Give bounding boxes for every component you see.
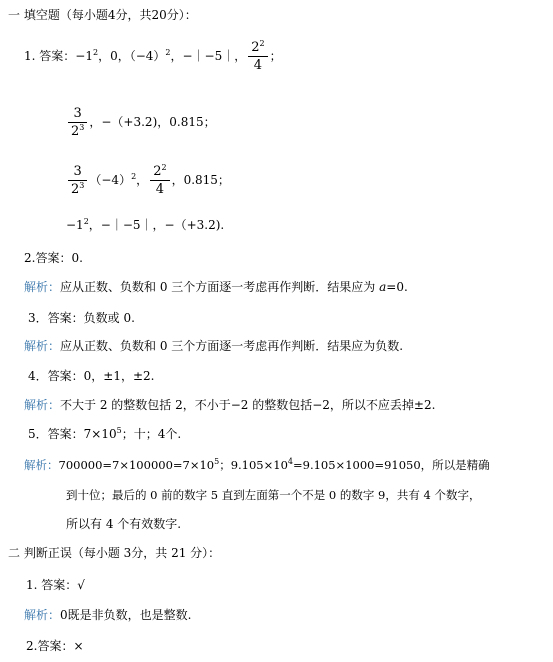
q1-r3-fraction-2	[150, 163, 169, 198]
q5-answer-post: ；十；4个.	[121, 427, 182, 441]
q5-answer-exp: 5	[116, 426, 122, 436]
q4-analysis	[24, 397, 435, 413]
q1-r1-fraction	[248, 39, 267, 74]
q1-r4-rest: ，−｜−5｜，−（+3.2).	[88, 218, 225, 232]
q3-analysis-text: 应从正数、负数和 0 三个方面逐一考虑再作判断．结果应为负数.	[60, 339, 404, 353]
q1-r4-a: −1	[66, 218, 84, 232]
q1-r3-frac2-num-exp: 2	[161, 163, 167, 173]
q5-analysis-line-2: 到十位；最后的 0 前的数字 5 直到左面第一个不是 0 的数字 9，共有 4 个数字，	[66, 488, 481, 502]
q2-answer: 2.答案：0.	[24, 251, 83, 265]
q1-r1-frac-den: 4	[253, 58, 263, 73]
q1-r3-rest: ，0.815；	[171, 173, 230, 187]
q1-r2-rest: ，−（+3.2)，0.815；	[89, 115, 216, 129]
q1-r1-b: ，0，（−4）	[98, 49, 166, 63]
q5-analysis-line-1	[24, 457, 490, 473]
q1-r4-a-exp: 2	[83, 217, 89, 227]
q1-answer-row-2	[66, 102, 216, 142]
j2-answer: 2.答案：×	[26, 639, 84, 653]
j1-answer: 1. 答案：√	[26, 578, 85, 592]
section-1-title: 一 填空题（每小题4分，共20分）：	[8, 8, 197, 22]
q1-r2-fraction	[68, 105, 87, 140]
q5-answer-pre: 5．答案：7×10	[28, 427, 117, 441]
q1-r3-mid: （−4）	[89, 173, 132, 187]
q1-r3-frac-den: 2	[71, 182, 80, 197]
q1-r2-frac-den: 2	[71, 124, 80, 139]
q2-analysis-pre: 应从正数、负数和 0 三个方面逐一考虑再作判断．结果应为	[60, 280, 380, 294]
q1-answer-row-4	[66, 217, 224, 233]
q5-answer	[28, 426, 181, 442]
q1-r2-frac-den-exp: 3	[79, 123, 85, 133]
j1-analysis-text: 0既是非负数，也是整数.	[60, 608, 192, 622]
q2-analysis	[24, 279, 408, 295]
q1-answer-row-1	[24, 36, 282, 76]
q1-r1-a-exp: 2	[92, 48, 99, 58]
q1-r3-fraction-1	[68, 163, 87, 198]
q3-answer: 3．答案：负数或 0.	[28, 311, 135, 325]
section-2-title: 二 判断正误（每小题 3分，共 21 分）：	[8, 546, 221, 560]
q1-r3-frac-den-exp: 3	[79, 181, 85, 191]
q1-r1-b-exp: 2	[165, 48, 171, 58]
q2-analysis-label: 解析：	[24, 280, 61, 294]
q5-analysis-l1-exp1: 5	[214, 457, 220, 467]
q1-r2-frac-num: 3	[73, 106, 82, 121]
q5-analysis-line-3: 所以有 4 个有效数字.	[66, 517, 182, 531]
q1-r1-frac-num: 2	[251, 40, 260, 55]
q5-analysis-l1-a: 700000=7×100000=7×10	[58, 458, 215, 472]
q2-analysis-var: a	[379, 280, 387, 294]
q1-r3-mid-exp: 2	[131, 172, 137, 182]
q1-r1-c: ，−｜−5｜，	[170, 49, 247, 63]
q1-answer-row-3	[66, 160, 230, 200]
q2-analysis-post: =0.	[386, 280, 408, 294]
q1-r3-frac2-num: 2	[153, 164, 162, 179]
j1-analysis-label: 解析：	[24, 608, 61, 622]
q1-r3-sep: ，	[136, 173, 149, 187]
q1-r1-frac-num-exp: 2	[259, 39, 265, 49]
j1-analysis	[24, 607, 191, 623]
q1-r3-frac2-den: 4	[155, 182, 165, 197]
q1-r1-a: −1	[75, 49, 93, 63]
q1-r3-frac-num: 3	[73, 164, 82, 179]
q5-analysis-label: 解析：	[24, 458, 59, 472]
q1-r1-d: ；	[269, 49, 282, 63]
q4-answer: 4．答案：0，±1，±2.	[28, 369, 155, 383]
q4-analysis-text: 不大于 2 的整数包括 2，不小于−2 的整数包括−2，所以不应丢掉±2.	[60, 398, 436, 412]
q1-label: 1. 答案：	[24, 49, 76, 63]
q4-analysis-label: 解析：	[24, 398, 61, 412]
q5-analysis-l1-b: ；9.105×10	[219, 458, 288, 472]
q3-analysis-label: 解析：	[24, 339, 61, 353]
q3-analysis	[24, 338, 403, 354]
q5-analysis-l1-exp2: 4	[287, 457, 293, 467]
q5-analysis-l1-c: =9.105×1000=91050，所以是精确	[293, 458, 490, 472]
